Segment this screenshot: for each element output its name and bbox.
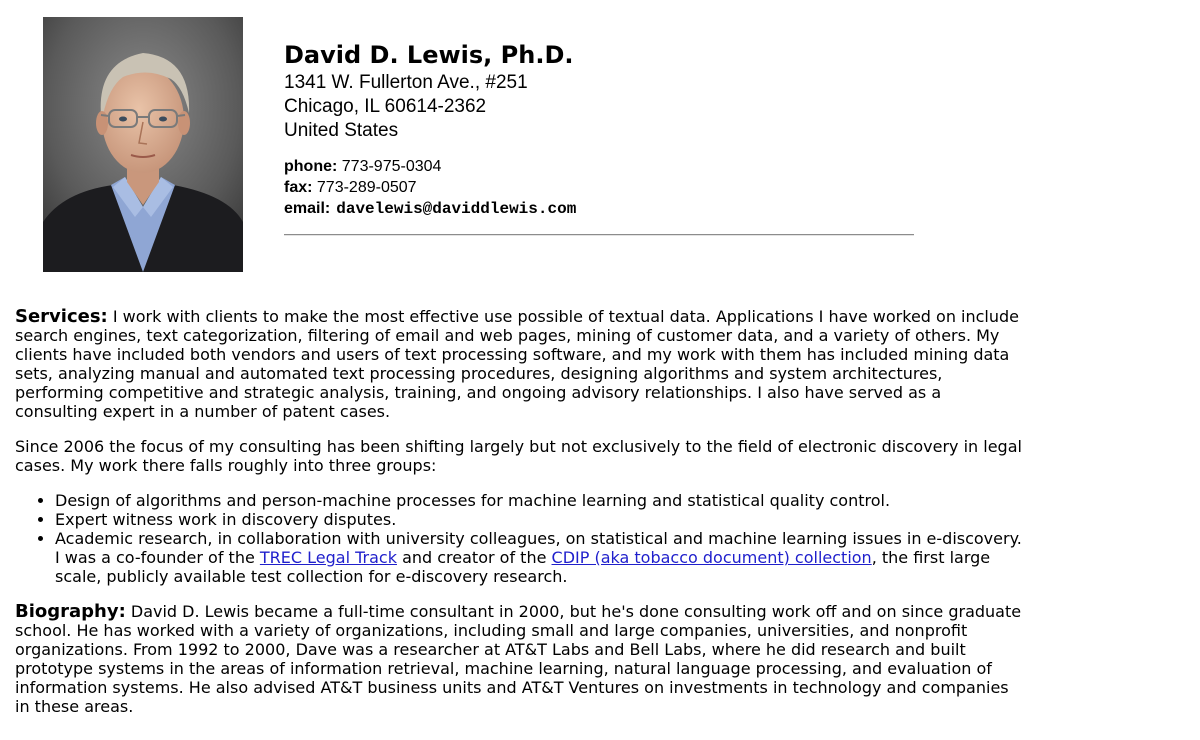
biography-text: David D. Lewis became a full-time consultant in 2000, but he's done consulting work off and on since graduate school. He has worked with a variety of organizations, including small and large companies, universities, and nonprofit organizations. From 1992 to 2000, Dave was a researcher at AT&T Labs and Bell Labs, where he did research and built prototype systems in the areas of information retrieval, machine learning, natural language processing, and evaluation of information systems. He also advised AT&T business units and AT&T Ventures on investments in technology and companies in these areas. [15,602,1022,716]
phone-label: phone: [284,158,338,175]
biography-heading: Biography: [15,601,126,622]
phone-value: 773-975-0304 [341,158,442,175]
services-heading: Services: [15,306,108,327]
contact-card [284,39,914,236]
list-item-text: Academic research, in collaboration with university colleagues, on statistical and machine learning issues in e-discovery. I was a co-founder of the [55,529,1022,567]
list-item: • Expert witness work in discovery disputes. [55,510,1027,529]
address-line-1: 1341 W. Fullerton Ave., #251 [284,72,528,93]
profile-photo [43,17,243,272]
list-item: • Design of algorithms and person-machine processes for machine learning and statistical quality control. [55,491,1027,510]
email-label: email: [284,200,331,217]
list-item-text: and creator of the [396,548,552,567]
phone-row [284,156,914,177]
portrait-image [43,17,243,272]
email-row [284,198,914,220]
main-content [15,307,1027,732]
services-paragraph [15,307,1027,421]
fax-value: 773-289-0507 [316,179,417,196]
services-intro: I work with clients to make the most effective use possible of textual data. Applications I have worked on include search engines, text categorization, filtering of email and web pages, mining of customer data, and a variety of others. My clients have included both vendors and users of text processing software, and my work with them has included mining data sets, analyzing manual and automated text processing procedures, designing algorithms and system architectures, performing competitive and strategic analysis, training, and ongoing advisory relationships. I also have served as a consulting expert in a number of patent cases. [15,307,1020,421]
services-list [15,491,1027,586]
address-line-2: Chicago, IL 60614-2362 [284,96,487,117]
address-block [284,71,914,143]
focus-paragraph: Since 2006 the focus of my consulting has been shifting largely but not exclusively to the field of electronic discovery in legal cases. My work there falls roughly into three groups: [15,437,1022,475]
divider [284,234,914,236]
fax-label: fax: [284,179,313,196]
list-item [55,529,1027,586]
fax-row [284,177,914,198]
biography-paragraph [15,602,1027,716]
trec-legal-track-link[interactable]: TREC Legal Track [259,548,397,567]
list-item-text: , the first large scale, publicly available test collection for e-discovery research. [55,548,991,586]
cdip-collection-link[interactable]: CDIP (aka tobacco document) collection [551,548,872,567]
page-title: David D. Lewis, Ph.D. [284,41,574,69]
contact-details [284,156,914,220]
email-value[interactable]: davelewis@daviddlewis.com [336,200,577,218]
address-line-3: United States [284,120,399,141]
